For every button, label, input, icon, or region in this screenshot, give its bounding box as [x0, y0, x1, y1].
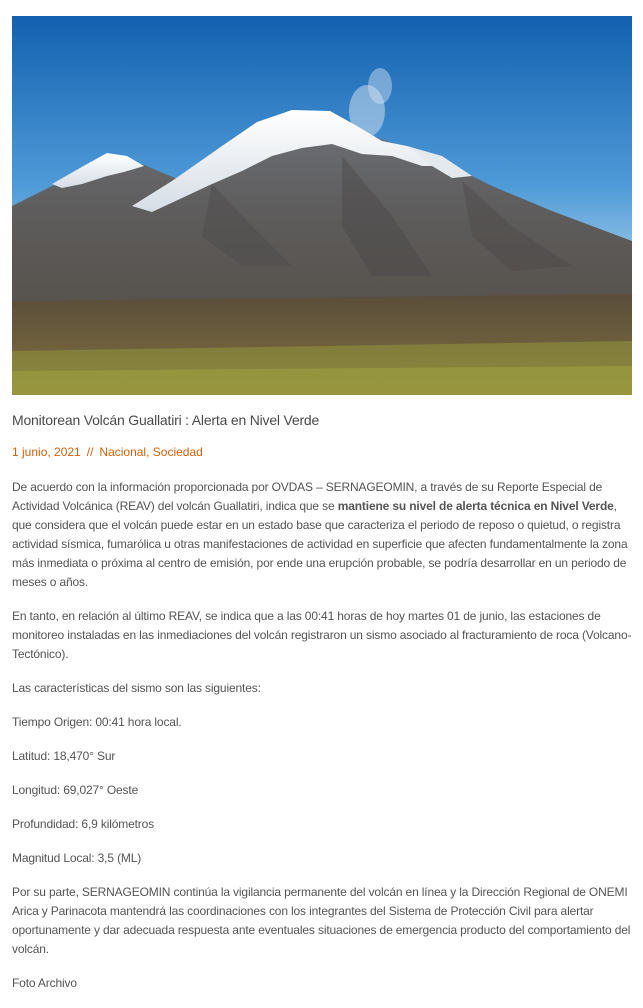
article-meta [12, 444, 632, 460]
paragraph-magnitude: Magnitud Local: 3,5 (ML) [12, 851, 142, 865]
paragraph-monitoring: Por su parte, SERNAGEOMIN continúa la vigilancia permanente del volcán en línea y la Dirección Regional de ONEMI Arica y Parinacota mantendrá las coordinaciones con los integrantes del Sistema de Protección Civil para alertar oportunamente y dar adecuada respuesta ante eventuales situaciones de emergencia producto del comportamiento del volcán. [12, 885, 631, 956]
paragraph-origin-time: Tiempo Origen: 00:41 hora local. [12, 715, 182, 729]
article [12, 410, 632, 1008]
volcano-photo [12, 16, 632, 395]
paragraph-latitude: Latitud: 18,470° Sur [12, 749, 116, 763]
paragraph-depth: Profundidad: 6,9 kilómetros [12, 817, 155, 831]
photo-credit: Foto Archivo [12, 976, 77, 990]
intro-text-end: , que considera que el volcán puede estar en un estado base que caracteriza el periodo de reposo o quietud, o registra actividad sísmica, fumarólica u otras manifestaciones de actividad en superficie que afecten fundamentalmente la zona más inmediata o próxima al centro de emisión, por ende una erupción probable, se podría desarrollar en un periodo de meses o años. [12, 499, 628, 589]
alert-level-highlight: mantiene su nivel de alerta técnica en Nivel Verde [337, 499, 614, 513]
intro-text-start: De acuerdo con la información proporcionada por OVDAS – SERNAGEOMIN, a través de su Reporte Especial de Actividad Volcánica (REAV) del volcán Guallatiri, indica que se [12, 480, 603, 513]
article-categories[interactable]: Nacional, Sociedad [99, 445, 203, 459]
article-date[interactable]: 1 junio, 2021 [12, 445, 81, 459]
meta-separator: // [86, 445, 94, 459]
article-title[interactable]: Monitorean Volcán Guallatiri : Alerta en Nivel Verde [12, 412, 320, 428]
paragraph-intro [12, 478, 632, 592]
paragraph-longitude: Longitud: 69,027° Oeste [12, 783, 139, 797]
article-body [12, 478, 632, 993]
volcano-illustration [12, 16, 632, 395]
paragraph-reav: En tanto, en relación al último REAV, se indica que a las 00:41 horas de hoy martes 01 de junio, las estaciones de monitoreo instaladas en las inmediaciones del volcán registraron un sismo asociado al fracturamiento de roca (Volcano-Tectónico). [12, 609, 632, 661]
paragraph-characteristics: Las características del sismo son las siguientes: [12, 681, 261, 695]
